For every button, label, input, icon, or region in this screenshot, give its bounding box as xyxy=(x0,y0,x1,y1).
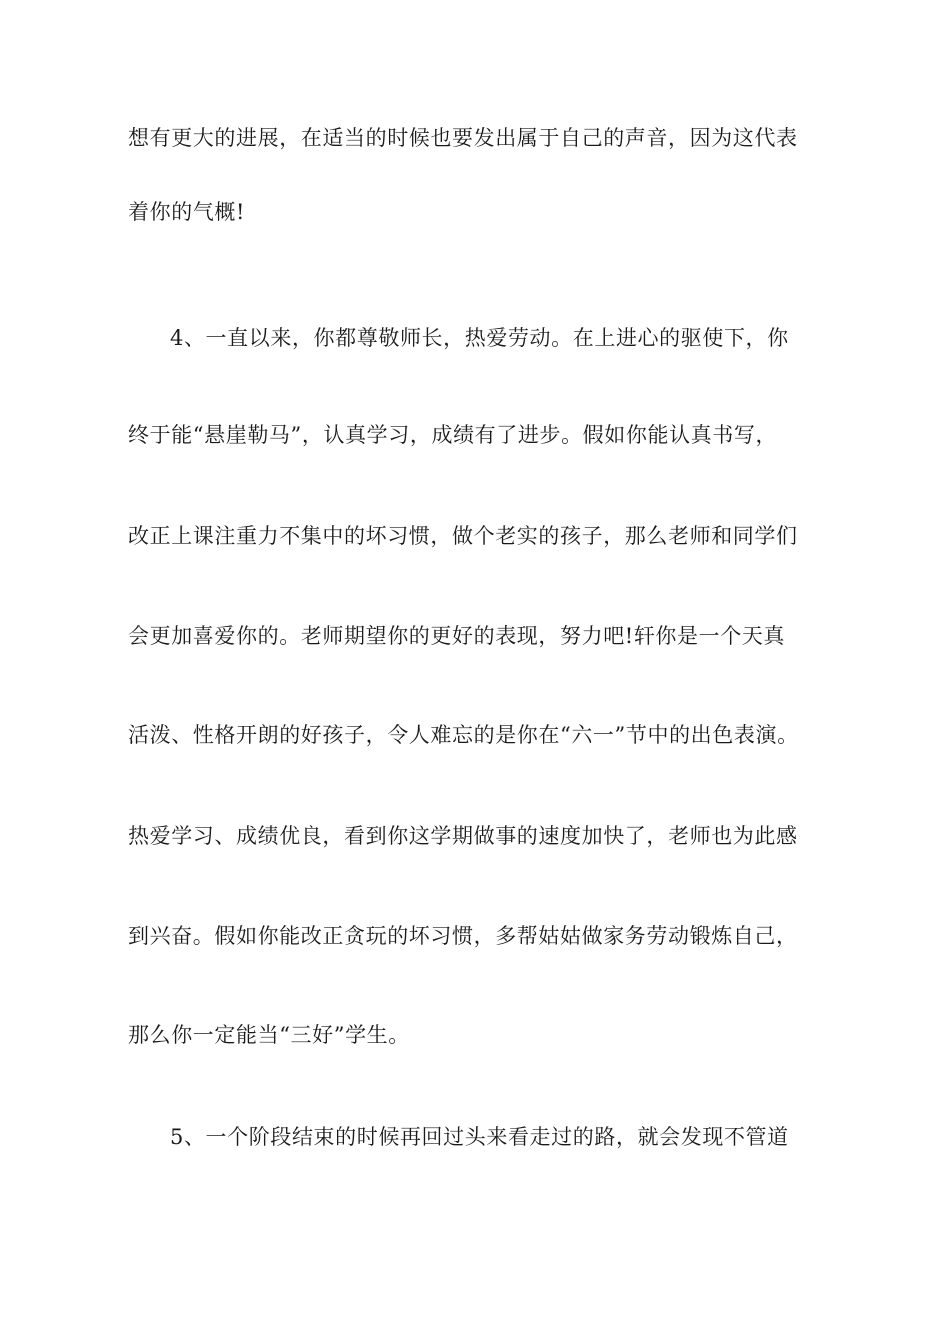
paragraph-line: 那么你一定能当“三好”学生。 xyxy=(128,1023,410,1047)
paragraph-line-item-5: 5、一个阶段结束的时候再回过头来看走过的路，就会发现不管道 xyxy=(170,1125,789,1149)
paragraph-line: 想有更大的进展，在适当的时候也要发出属于自己的声音，因为这代表 xyxy=(128,126,798,150)
paragraph-line: 着你的气概! xyxy=(128,200,246,224)
paragraph-line: 活泼、性格开朗的好孩子，令人难忘的是你在“六一”节中的出色表演。 xyxy=(128,723,799,747)
paragraph-line: 会更加喜爱你的。老师期望你的更好的表现，努力吧!轩你是一个天真 xyxy=(128,624,786,648)
paragraph-line: 改正上课注重力不集中的坏习惯，做个老实的孩子，那么老师和同学们 xyxy=(128,524,798,548)
paragraph-line: 终于能“悬崖勒马”，认真学习，成绩有了进步。假如你能认真书写， xyxy=(128,423,778,447)
paragraph-line: 到兴奋。假如你能改正贪玩的坏习惯，多帮姑姑做家务劳动锻炼自己， xyxy=(128,924,798,948)
paragraph-line: 热爱学习、成绩优良，看到你这学期做事的速度加快了，老师也为此感 xyxy=(128,824,798,848)
paragraph-line-item-4: 4、一直以来，你都尊敬师长，热爱劳动。在上进心的驱使下，你 xyxy=(170,326,789,350)
